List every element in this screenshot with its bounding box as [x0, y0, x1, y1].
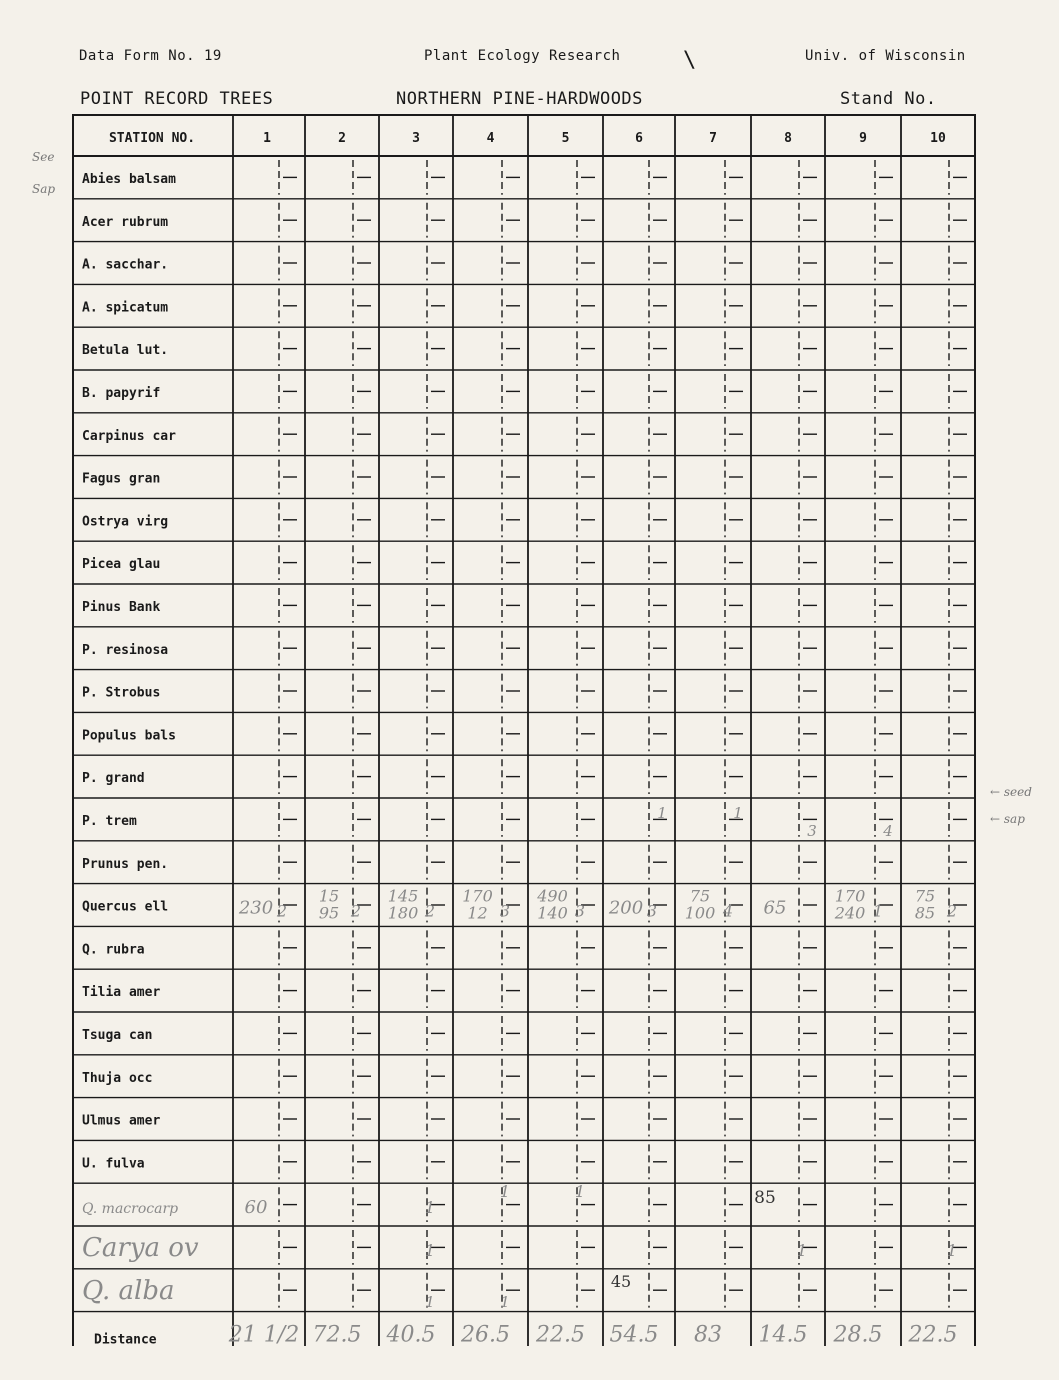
- species-label: Tilia amer: [82, 985, 161, 1001]
- quercus-distance: 65: [763, 897, 787, 919]
- quercus-count: 2: [946, 901, 958, 921]
- species-label: Quercus ell: [82, 899, 169, 915]
- record-grid: [72, 114, 977, 1346]
- quercus-count: 4: [722, 901, 734, 921]
- carya-count: 1: [424, 1241, 436, 1260]
- p-trem-count: 4: [883, 822, 893, 840]
- station-number-5: 5: [561, 131, 570, 146]
- quercus-distance: 490: [537, 886, 568, 906]
- species-label: Ulmus amer: [82, 1113, 161, 1129]
- macrocarp-count: 1: [574, 1182, 586, 1202]
- handwritten-species-label: Q. macrocarp: [82, 1201, 179, 1218]
- quercus-count: 3: [646, 901, 658, 921]
- species-label: Fagus gran: [82, 471, 161, 487]
- species-label: Abies balsam: [82, 172, 176, 187]
- quercus-distance: 95: [318, 903, 340, 923]
- species-label: A. spicatum: [82, 300, 169, 316]
- stray-mark: \: [683, 48, 697, 73]
- species-label: Carpinus car: [82, 428, 176, 444]
- distance-value: 22.5: [908, 1322, 958, 1346]
- quercus-distance: 200: [608, 897, 644, 919]
- station-number-2: 2: [338, 131, 346, 146]
- macrocarp-count: 1: [499, 1182, 511, 1202]
- species-label: Prunus pen.: [82, 856, 169, 872]
- quercus-count: 2: [276, 901, 288, 921]
- carya-count: 1: [796, 1241, 808, 1260]
- species-label: Betula lut.: [82, 343, 169, 359]
- station-number-4: 4: [486, 131, 495, 146]
- right-margin-note-seed: ← seed: [990, 785, 1032, 799]
- distance-value: 40.5: [386, 1322, 436, 1346]
- quercus-distance: 180: [387, 903, 419, 923]
- distance-value: 21 1/2: [228, 1322, 300, 1346]
- macrocarp-value: 60: [244, 1197, 268, 1219]
- alba-count: 1: [425, 1292, 435, 1311]
- record-type-title: POINT RECORD TREES: [80, 89, 274, 109]
- seed-note: seed: [1003, 785, 1032, 799]
- station-number-1: 1: [263, 131, 271, 146]
- quercus-distance: 15: [318, 886, 340, 906]
- species-label: P. resinosa: [82, 642, 169, 658]
- quercus-distance: 140: [537, 903, 568, 923]
- species-label: Acer rubrum: [82, 214, 169, 230]
- species-label: P. Strobus: [82, 685, 161, 701]
- quercus-distance: 145: [387, 886, 419, 906]
- station-number-6: 6: [635, 131, 643, 146]
- p-trem-count: 1: [657, 804, 667, 822]
- species-label: P. grand: [82, 771, 145, 787]
- distance-value: 28.5: [833, 1322, 883, 1346]
- quercus-distance: 230: [238, 897, 274, 919]
- quercus-count: 2: [424, 901, 436, 921]
- station-number-8: 8: [784, 131, 792, 146]
- left-margin-note-2: Sap: [32, 182, 56, 196]
- species-label: Populus bals: [82, 728, 176, 744]
- quercus-distance: 75: [689, 886, 711, 906]
- handwritten-species-label: Carya ov: [82, 1233, 199, 1263]
- species-label: Ostrya virg: [82, 514, 169, 530]
- distance-value: 14.5: [758, 1322, 808, 1346]
- species-label: Pinus Bank: [82, 600, 161, 615]
- quercus-distance: 12: [467, 903, 488, 923]
- station-number-9: 9: [859, 131, 867, 146]
- left-margin-note-1: See: [32, 150, 55, 164]
- distance-label: Distance: [94, 1332, 157, 1346]
- species-label: P. trem: [82, 814, 137, 829]
- distance-value: 54.5: [609, 1322, 659, 1346]
- macrocarp-value: 85: [754, 1188, 776, 1209]
- species-label: B. papyrif: [82, 386, 161, 401]
- data-table: [72, 114, 977, 1346]
- station-header: STATION NO.: [108, 131, 196, 146]
- distance-value: 26.5: [461, 1322, 510, 1346]
- quercus-distance: 170: [462, 886, 493, 906]
- station-number-10: 10: [930, 131, 946, 146]
- quercus-count: 2: [350, 901, 362, 921]
- species-label: Tsuga can: [82, 1028, 153, 1043]
- p-trem-count: 3: [807, 822, 817, 840]
- station-number-7: 7: [709, 131, 717, 146]
- distance-value: 83: [694, 1322, 722, 1346]
- form-number: Data Form No. 19: [79, 48, 222, 64]
- species-label: Picea glau: [82, 557, 161, 573]
- quercus-distance: 240: [834, 903, 866, 923]
- species-label: A. sacchar.: [82, 257, 169, 273]
- alba-count: 1: [500, 1292, 510, 1311]
- handwritten-species-label: Q. alba: [82, 1275, 175, 1306]
- quercus-distance: 100: [684, 903, 716, 923]
- quercus-distance: 75: [914, 886, 936, 906]
- quercus-count: 1: [872, 901, 884, 921]
- station-number-3: 3: [412, 131, 420, 146]
- university-name: Univ. of Wisconsin: [805, 48, 966, 64]
- alba-value: 45: [610, 1271, 632, 1291]
- right-margin-note-sap: ← sap: [990, 812, 1025, 826]
- quercus-distance: 170: [834, 886, 866, 906]
- quercus-count: 3: [574, 901, 586, 921]
- community-title: NORTHERN PINE-HARDWOODS: [396, 89, 643, 109]
- sap-note: sap: [1003, 812, 1025, 826]
- distance-value: 72.5: [312, 1322, 362, 1346]
- stand-number-label: Stand No.: [840, 89, 937, 109]
- species-label: Q. rubra: [82, 942, 145, 958]
- p-trem-count: 1: [733, 804, 743, 822]
- species-label: U. fulva: [82, 1156, 145, 1172]
- distance-value: 22.5: [536, 1322, 585, 1346]
- macrocarp-count: 1: [424, 1198, 436, 1218]
- table-border: [73, 115, 975, 1346]
- species-label: Thuja occ: [82, 1070, 153, 1086]
- lab-name: Plant Ecology Research: [424, 48, 621, 64]
- quercus-count: 3: [499, 901, 511, 921]
- carya-count: 1: [946, 1241, 958, 1260]
- quercus-distance: 85: [914, 903, 936, 923]
